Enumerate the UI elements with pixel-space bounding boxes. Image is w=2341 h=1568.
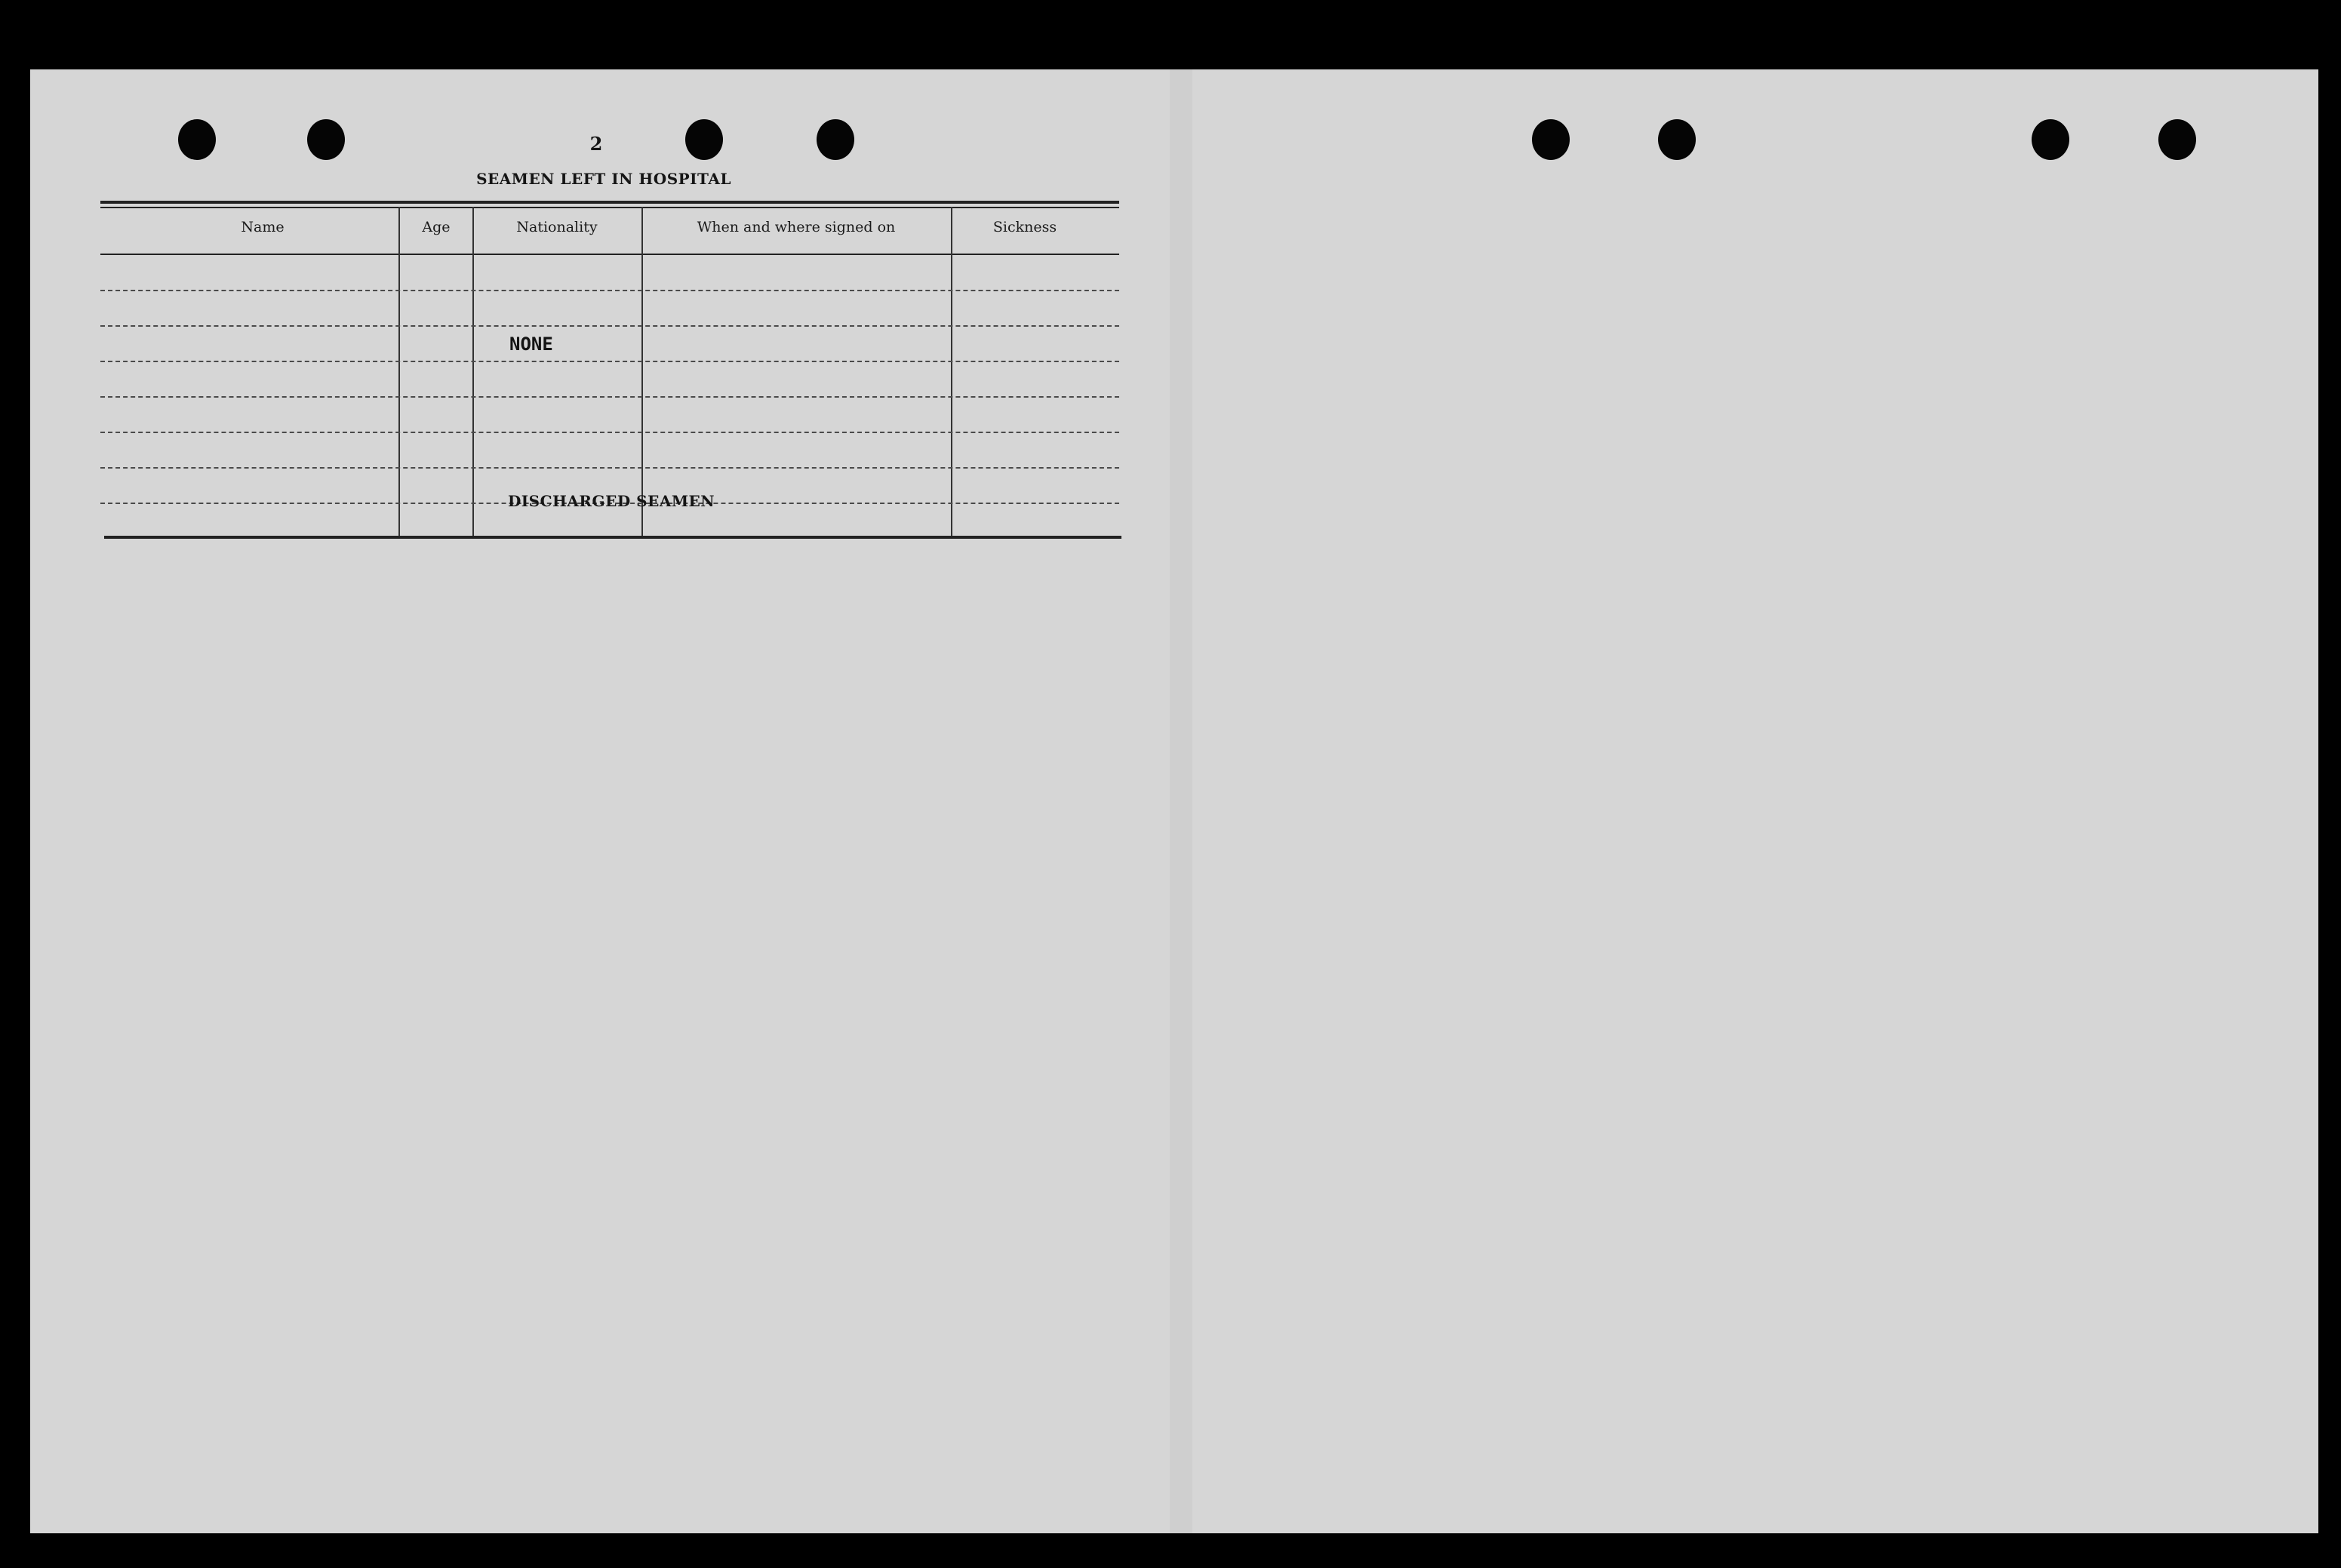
punch-hole (1532, 119, 1570, 160)
punch-hole (1658, 119, 1696, 160)
hospital-none-entry: NONE (509, 334, 553, 355)
punch-hole (307, 119, 345, 160)
hospital-section-title: SEAMEN LEFT IN HOSPITAL (476, 170, 731, 188)
punch-hole (2158, 119, 2196, 160)
page-number: 2 (589, 133, 603, 155)
column-header-sickness: Sickness (992, 219, 1057, 235)
center-fold (1170, 69, 1192, 1533)
punch-hole (178, 119, 216, 160)
column-header-signed-on: When and where signed on (697, 219, 896, 235)
punch-hole (685, 119, 723, 160)
column-header-name: Name (241, 219, 285, 235)
document-sheet (30, 69, 2318, 1533)
column-header-nationality: Nationality (516, 219, 598, 235)
punch-hole (2032, 119, 2069, 160)
punch-hole (817, 119, 854, 160)
discharged-section-title: DISCHARGED SEAMEN (507, 492, 715, 510)
column-header-age: Age (422, 219, 451, 235)
